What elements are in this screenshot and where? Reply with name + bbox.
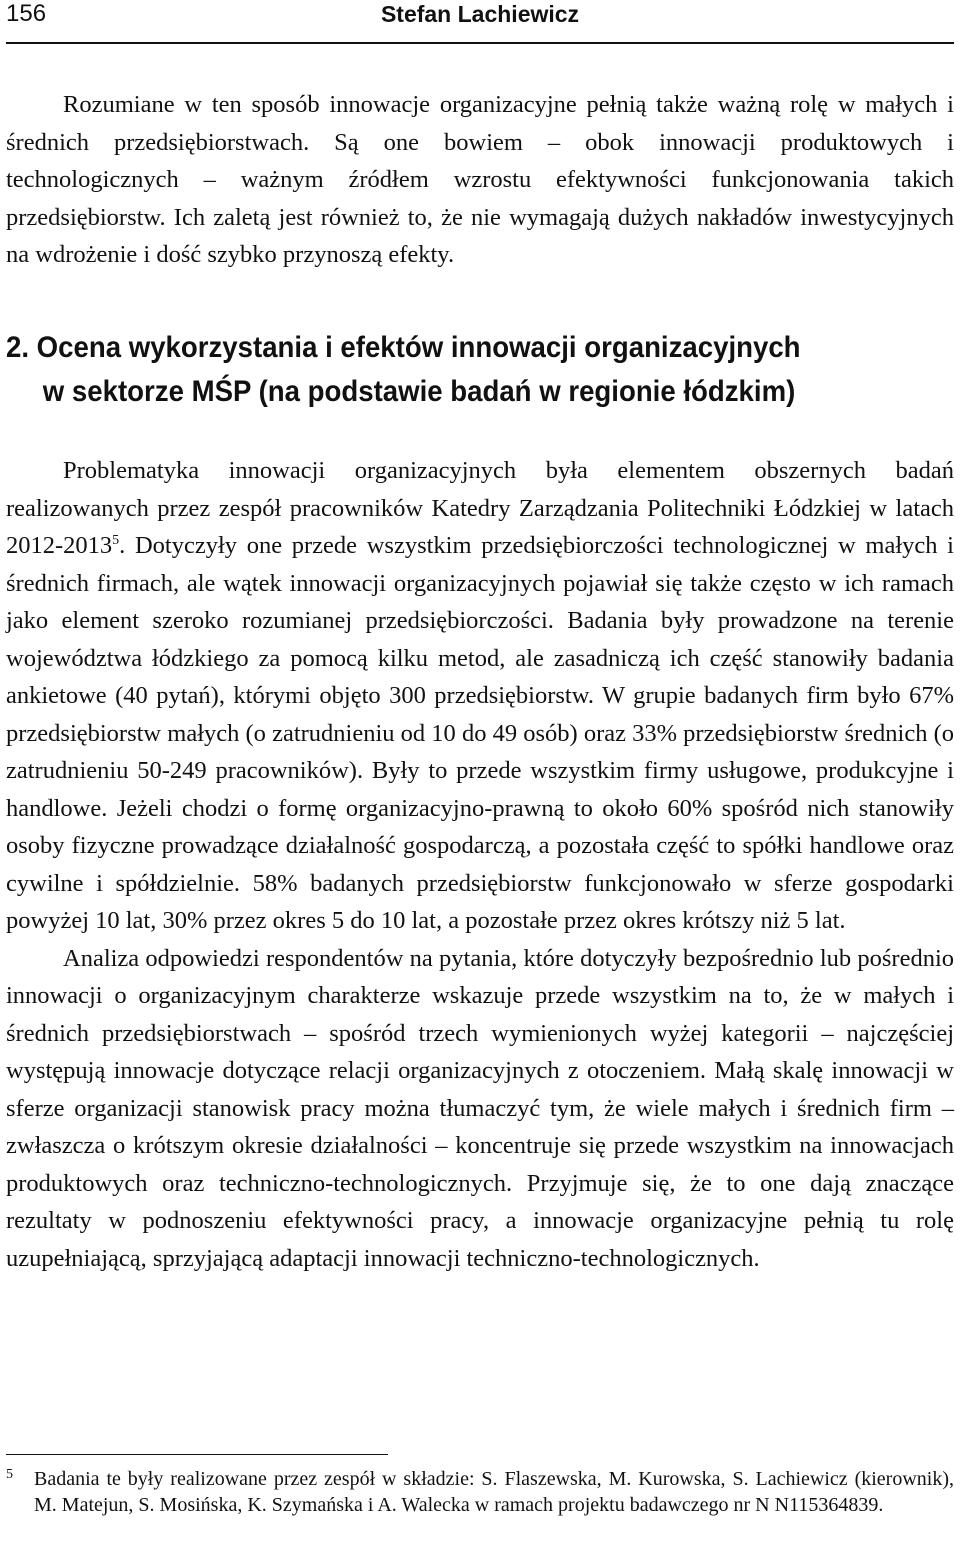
- main-section: [6, 452, 954, 1277]
- footnote-text: Badania te były realizowane przez zespół w składzie: S. Flaszewska, M. Kurowska, S. Lachiewicz (kierownik), M. Matejun, S. Mosińska, K. Szymańska i A. Walecka w ramach projektu badawczego nr N N115364839.: [34, 1468, 954, 1516]
- footnote-number: 5: [6, 1467, 13, 1482]
- page-header: [6, 0, 954, 44]
- footnote: [6, 1466, 954, 1518]
- paragraph-research-description: [6, 452, 954, 940]
- footnote-reference[interactable]: 5: [112, 532, 120, 548]
- paragraph-text: Problematyka innowacji organizacyjnych była elementem obszernych badań realizowanych przez zespół pracowników Katedry Zarządzania Politechniki Łódzkiej w latach 2012-2013: [6, 457, 954, 559]
- section-heading-line-2: w sektorze MŚP (na podstawie badań w regionie łódzkim): [42, 375, 796, 408]
- paragraph-analysis: Analiza odpowiedzi respondentów na pytania, które dotyczyły bezpośrednio lub pośrednio innowacji o organizacyjnym charakterze wskazuje przede wszystkim na to, że w małych i średnich przedsiębiorstwach – spośród trzech wymienionych wyżej kategorii – najczęściej występują innowacje dotyczące relacji organizacyjnych z otoczeniem. Małą skalę innowacji w sferze organizacji stanowisk pracy można tłumaczyć tym, że wiele małych i średnich firm – zwłaszcza o krótszym okresie działalności – koncentruje się przede wszystkim na innowacjach produktowych oraz techniczno-technologicznych. Przyjmuje się, że to one dają znaczące rezultaty w podnoszeniu efektywności pracy, a innowacje organizacyjne pełnią tu rolę uzupełniającą, sprzyjającą adaptacji innowacji techniczno-technologicznych.: [6, 944, 954, 1272]
- intro-section: [6, 86, 954, 274]
- intro-paragraph: Rozumiane w ten sposób innowacje organizacyjne pełnią także ważną rolę w małych i średnich przedsiębiorstwach. Są one bowiem – obok innowacji produktowych i technologicznych – ważnym źródłem wzrostu efektywności funkcjonowania takich przedsiębiorstw. Ich zaletą jest również to, że nie wymagają dużych nakładów inwestycyjnych na wdrożenie i dość szybko przynoszą efekty.: [6, 91, 954, 268]
- page-number: 156: [6, 0, 47, 27]
- paragraph-text: . Dotyczyły one przede wszystkim przedsiębiorczości technologicznej w małych i średnich firmach, ale wątek innowacji organizacyjnych pojawiał się także często w ich ramach jako element szeroko rozumianej przedsiębiorczości. Badania były prowadzone na terenie województwa łódzkiego za pomocą kilku metod, ale zasadniczą ich część stanowiły badania ankietowe (40 pytań), którymi objęto 300 przedsiębiorstw. W grupie badanych firm było 67% przedsiębiorstw małych (o zatrudnieniu od 10 do 49 osób) oraz 33% przedsiębiorstw średnich (o zatrudnieniu 50-249 pracowników). Były to przede wszystkim firmy usługowe, produkcyjne i handlowe. Jeżeli chodzi o formę organizacyjno-prawną to około 60% spośród nich stanowiły osoby fizyczne prowadzące działalność gospodarczą, a pozostała część to spółki handlowe oraz cywilne i spółdzielnie. 58% badanych przedsiębiorstw funkcjonowało w sferze gospodarki powyżej 10 lat, 30% przez okres 5 do 10 lat, a pozostałe przez okres krótszy niż 5 lat.: [6, 532, 954, 934]
- section-heading-line-1: 2. Ocena wykorzystania i efektów innowacji organizacyjnych: [6, 331, 801, 364]
- section-heading: [6, 326, 878, 414]
- running-head-author: Stefan Lachiewicz: [380, 1, 580, 27]
- footnote-separator: [6, 1454, 388, 1455]
- header-rule: [6, 42, 954, 44]
